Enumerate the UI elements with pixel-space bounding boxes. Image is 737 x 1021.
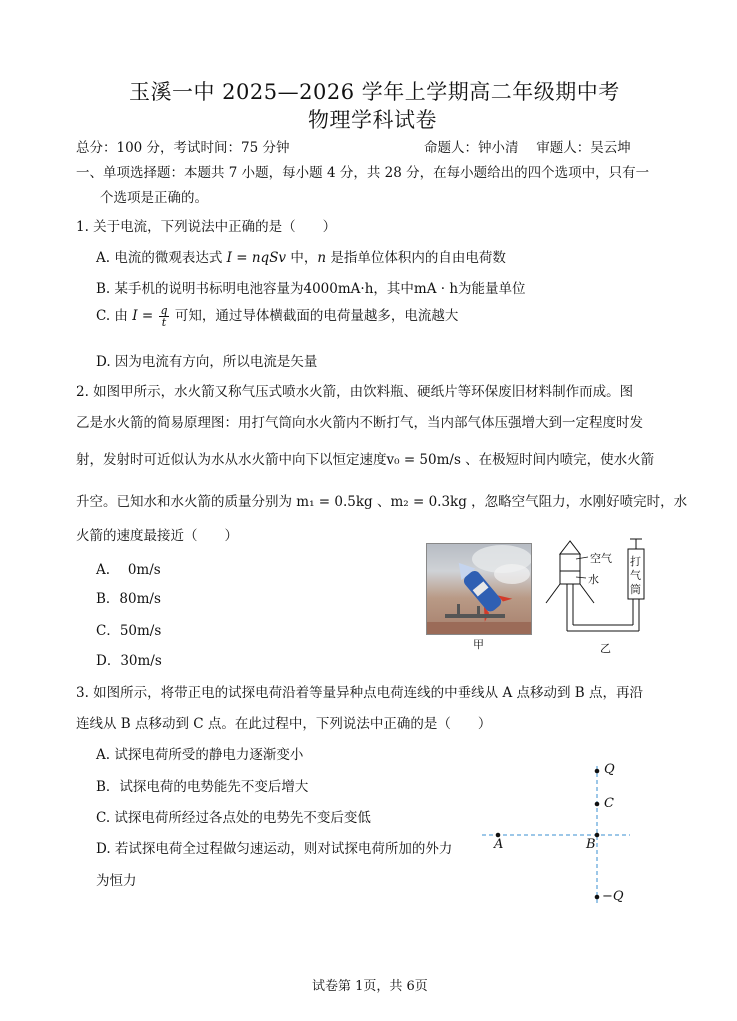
q1-a-formula: I = nqSv <box>226 250 287 266</box>
q1-option-d: D. 因为电流有方向，所以电流是矢量 <box>96 354 318 370</box>
q1-c-fraction <box>159 305 168 328</box>
diagram-label-pump-3: 筒 <box>630 583 641 596</box>
charge-negQ-point <box>595 895 600 900</box>
label-Q: Q <box>604 762 615 777</box>
q3-option-a: A. 试探电荷所受的静电力逐渐变小 <box>96 747 304 763</box>
water-rocket-photo <box>426 543 532 635</box>
q1-c-eq: = <box>137 308 158 324</box>
exam-title-line1: 玉溪一中 2025—2026 学年上学期高二年级期中考 <box>129 80 620 104</box>
q1-c-post: 可知，通过导体横截面的电荷量越多，电流越大 <box>170 308 459 324</box>
q2-option-a: A. 0m/s <box>96 562 161 578</box>
exam-info-right: 命题人：钟小清 审题人：吴云坤 <box>424 140 631 156</box>
q2-line2: 乙是水火箭的简易原理图：用打气筒向水火箭内不断打气，当内部气体压强增大到一定程度时发 <box>76 415 643 431</box>
rocket-photo-drawing <box>427 544 531 634</box>
q1-c-I: I <box>132 308 138 324</box>
q3-option-c: C. 试探电荷所经过各点处的电势先不变后变低 <box>96 810 371 826</box>
q1-c-pre: C. 由 <box>96 308 133 324</box>
q1-c-denominator: t <box>161 316 167 329</box>
q2-line3: 射，发射时可近似认为水从水火箭中向下以恒定速度v₀ = 50m/s 、在极短时间内喷完，使水火箭 <box>76 452 655 468</box>
q2-option-c: C．50m/s <box>96 623 162 639</box>
q1-option-b: B. 某手机的说明书标明电池容量为4000mA·h，其中mA · h为能量单位 <box>96 281 526 297</box>
diagram-label-air: 空气 <box>590 552 612 565</box>
q1-a-mid: 中， <box>286 250 318 266</box>
q2-line1: 2. 如图甲所示，水火箭又称气压式喷水火箭，由饮料瓶、硬纸片等环保废旧材料制作而成。图 <box>76 384 634 400</box>
q1-option-a <box>96 246 506 266</box>
q2-option-b: B．80m/s <box>96 591 161 607</box>
q3-option-d-cont: 为恒力 <box>96 873 137 889</box>
section-heading: 一、单项选择题：本题共 7 小题，每小题 4 分，共 28 分，在每小题给出的四个选项中，只有一 <box>76 165 650 181</box>
exam-info-left: 总分：100 分，考试时间：75 分钟 <box>76 140 290 156</box>
label-B: B <box>586 837 596 852</box>
figure-jia-label: 甲 <box>473 638 484 651</box>
q1-c-numerator: q <box>160 304 168 317</box>
q1-a-n: n <box>317 250 327 266</box>
q3-line2: 连线从 B 点移动到 C 点。在此过程中，下列说法中正确的是（ ） <box>76 716 492 732</box>
page-footer: 试卷第 1页，共 6页 <box>312 979 428 994</box>
q3-option-d: D. 若试探电荷全过程做匀速运动，则对试探电荷所加的外力 <box>96 841 453 857</box>
q2-line4: 升空。已知水和水火箭的质量分别为 m₁ = 0.5kg 、m₂ = 0.3kg ，忽略空气阻力，水刚好喷完时，水 <box>76 494 688 510</box>
section-heading-cont: 个选项是正确的。 <box>100 190 208 206</box>
label-negQ: −Q <box>602 889 624 904</box>
q3-option-b: B．试探电荷的电势能先不变后增大 <box>96 779 309 795</box>
charge-diagram <box>480 760 640 910</box>
figure-yi-label: 乙 <box>600 642 611 655</box>
exam-title-line2: 物理学科试卷 <box>308 108 437 132</box>
diagram-label-pump-2: 气 <box>630 569 641 582</box>
diagram-label-pump-1: 打 <box>630 555 641 568</box>
q3-line1: 3. 如图所示，将带正电的试探电荷沿着等量异种点电荷连线的中垂线从 A 点移动到 B 点，再沿 <box>76 685 644 701</box>
label-A: A <box>494 837 504 852</box>
label-C: C <box>604 796 614 811</box>
q1-a-pre: A. 电流的微观表达式 <box>96 250 227 266</box>
point-C <box>595 802 600 807</box>
charge-Q-point <box>595 769 600 774</box>
q1-a-post: 是指单位体积内的自由电荷数 <box>326 250 506 266</box>
q2-option-d: D．30m/s <box>96 653 162 669</box>
q1-option-c <box>96 304 458 328</box>
q2-line5: 火箭的速度最接近（ ） <box>76 528 238 544</box>
diagram-label-water: 水 <box>588 573 599 586</box>
q1-stem: 1. 关于电流，下列说法中正确的是（ ） <box>76 219 337 235</box>
